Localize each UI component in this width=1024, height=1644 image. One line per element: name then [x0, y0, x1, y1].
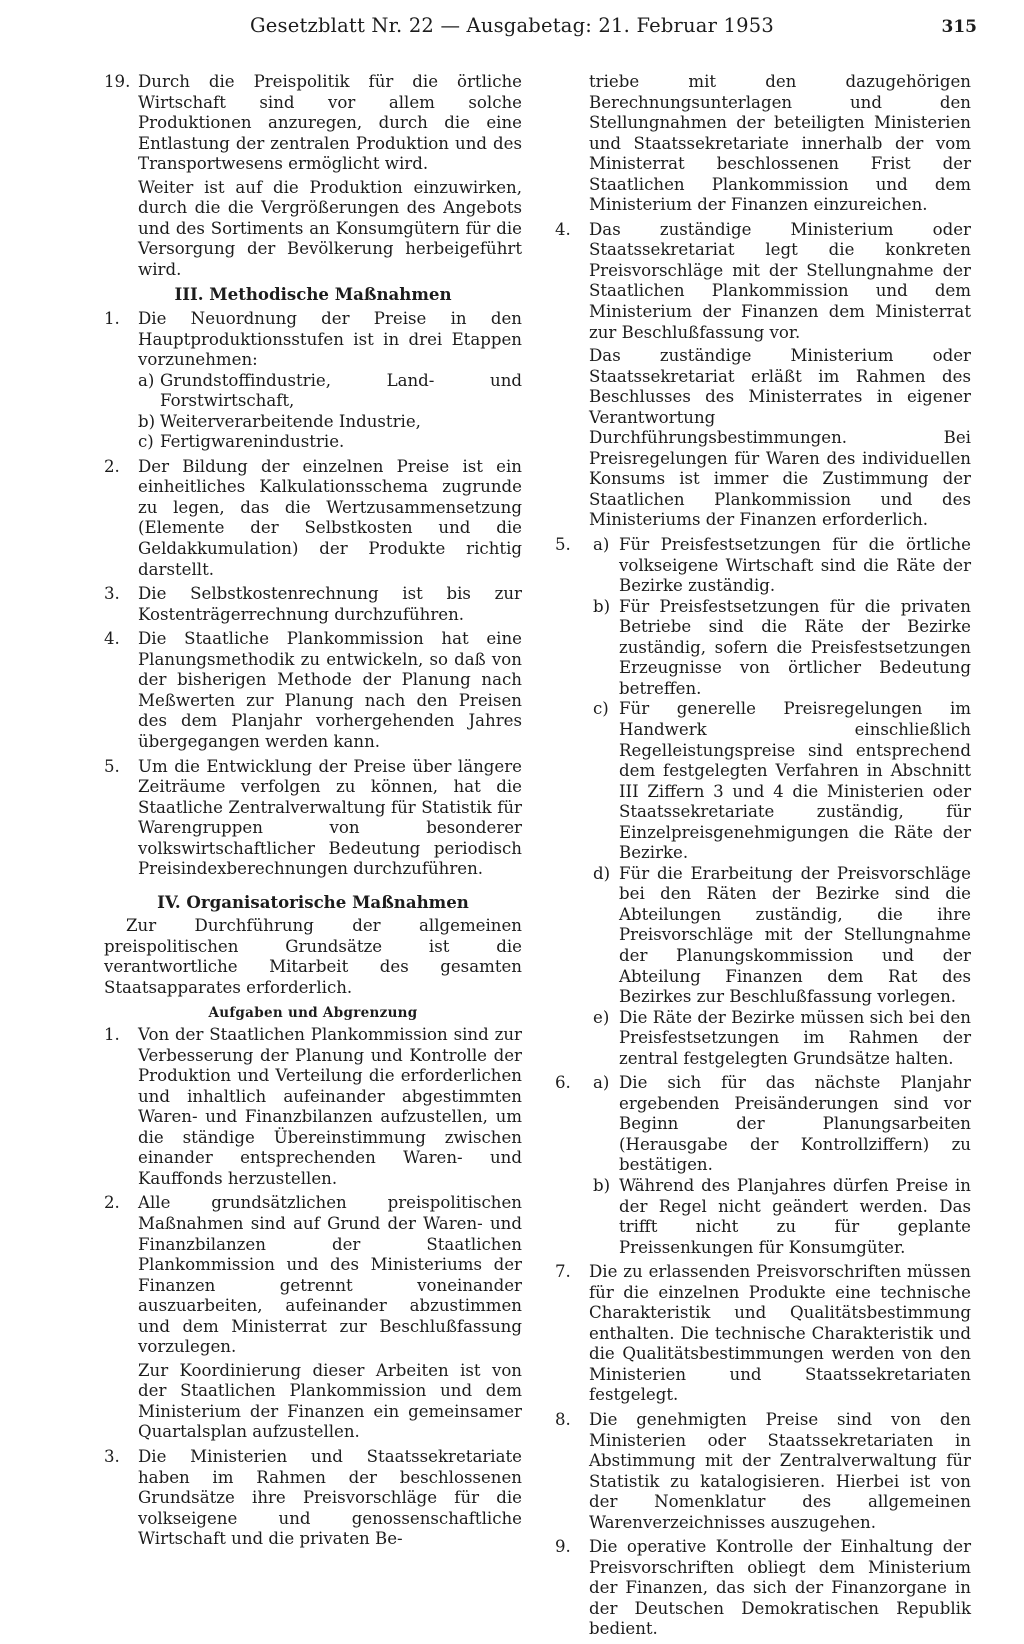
paragraph: Von der Staatlichen Plankommission sind zur Verbesserung der Planung und Kontrolle der Produktion und Verteilung die erforderlichen und inhaltlich aufeinander abgestimmten Waren- und Finanzbilanzen aufzustellen, um die ständige Übereinstimmung zwischen einander entsprechenden Waren- und Kauffonds herzustellen.	[138, 1025, 522, 1188]
sub-text: Für die Erarbeitung der Preisvorschläge bei den Räten der Bezirke sind die Abteilungen zuständig, die ihre Preisvorschläge mit der Stellungnahme der Planungskommission und der Abteilung Finanzen dem Rat des Bezirkes zur Beschlußfassung vorlegen.	[619, 863, 971, 1007]
item-iv-7	[555, 1262, 971, 1406]
item-iv-3	[104, 1447, 522, 1550]
item-iv-1	[104, 1025, 522, 1189]
sub-text: Die sich für das nächste Planjahr ergebenden Preisänderungen sind vor Beginn der Planungsarbeiten (Herausgabe der Kontrollziffern) zu bestätigen.	[619, 1073, 971, 1175]
sub-item-b	[589, 1176, 971, 1258]
item-number: 2.	[104, 1193, 120, 1213]
paragraph: Die operative Kontrolle der Einhaltung der Preisvorschriften obliegt dem Ministerium der Finanzen, das sich der Finanzorgane in der Deutschen Demokratischen Republik bedient.	[589, 1537, 971, 1639]
paragraph: Die genehmigten Preise sind von den Ministerien oder Staatssekretariaten in Abstimmung mit der Zentralverwaltung für Statistik zu katalogisieren. Hierbei ist von der Nomenklatur des allgemeinen Warenverzeichnisses auszugehen.	[589, 1410, 971, 1532]
section-intro: Zur Durchführung der allgemeinen preispolitischen Grundsätze ist die verantwortliche Mitarbeit des gesamten Staatsapparates erforderlich.	[104, 916, 522, 997]
item-iii-2	[104, 457, 522, 580]
item-iv-9	[555, 1537, 971, 1640]
item-iv-6	[555, 1073, 971, 1258]
sub-text: Weiterverarbeitende Industrie,	[160, 411, 421, 431]
sub-text: Während des Planjahres dürfen Preise in der Regel nicht geändert werden. Das trifft nicht zu für geplante Preissenkungen für Konsumgüter.	[619, 1175, 971, 1257]
sub-label: e)	[593, 1007, 610, 1027]
section-heading-methodische: III. Methodische Maßnahmen	[174, 284, 452, 305]
item-number: 1.	[104, 1025, 120, 1045]
sub-item-c	[138, 432, 522, 453]
item-iv-8	[555, 1410, 971, 1533]
paragraph: Der Bildung der einzelnen Preise ist ein einheitliches Kalkulationsschema zugrunde zu legen, das die Wertzusammensetzung (Elemente der Selbstkosten und die Geldakkumulation) der Produkte richtig darstellt.	[138, 456, 522, 579]
item-number: 7.	[555, 1262, 571, 1282]
item-iii-5	[104, 757, 522, 880]
paragraph: Die Neuordnung der Preise in den Hauptproduktionsstufen ist in drei Etappen vorzunehmen:	[138, 309, 522, 370]
sub-item-c	[589, 699, 971, 863]
sub-label: b)	[138, 411, 156, 431]
sub-text: Fertigwarenindustrie.	[160, 432, 345, 452]
subheading-aufgaben: Aufgaben und Abgrenzung	[208, 1004, 418, 1021]
sub-label: a)	[593, 535, 610, 555]
sub-item-b	[138, 412, 522, 433]
sub-text: Für generelle Preisregelungen im Handwerk einschließlich Regelleistungspreise sind entsprechend dem festgelegten Verfahren in Abschnitt III Ziffern 3 und 4 die Ministerien oder Staatssekretariate zuständig, für Einzelpreisgenehmigungen die Räte der Bezirke.	[619, 699, 971, 863]
paragraph: Die Ministerien und Staatssekretariate haben im Rahmen der beschlossenen Grundsätze ihre Preisvorschläge für die volkseigene und genossenschaftliche Wirtschaft und die privaten Be-	[138, 1447, 522, 1549]
page-header	[0, 14, 1024, 44]
paragraph: Weiter ist auf die Produktion einzuwirken, durch die die Vergrößerungen des Angebots und des Sortiments an Konsumgütern für die Versorgung der Bevölkerung herbeigeführt wird.	[138, 177, 522, 279]
item-number: 4.	[104, 629, 120, 649]
page-number: 315	[941, 17, 977, 37]
sub-label: b)	[593, 1175, 611, 1195]
sub-text: Für Preisfestsetzungen für die örtliche volkseigene Wirtschaft sind die Räte der Bezirke zuständig.	[619, 535, 971, 596]
item-number: 3.	[104, 1447, 120, 1466]
paragraph: Die zu erlassenden Preisvorschriften müssen für die einzelnen Produkte eine technische Charakteristik und Qualitätsbestimmung enthalten. Die technische Charakteristik und die Qualitätsbestimmungen werden von den Ministerien und Staatssekretariaten festgelegt.	[589, 1262, 971, 1405]
sub-text: Die Räte der Bezirke müssen sich bei den Preisfestsetzungen im Rahmen der zentral festgelegten Grundsätze halten.	[619, 1007, 971, 1068]
sub-item-d	[589, 864, 971, 1008]
paragraph: Die Selbstkostenrechnung ist bis zur Kostenträgerrechnung durchzuführen.	[138, 584, 522, 624]
section-heading-organisatorische: IV. Organisatorische Maßnahmen	[157, 891, 469, 912]
paragraph: Alle grundsätzlichen preispolitischen Maßnahmen sind auf Grund der Waren- und Finanzbilanzen der Staatlichen Plankommission und des Ministeriums der Finanzen getrennt voneinander auszuarbeiten, aufeinander abzustimmen und dem Ministerrat zur Beschlußfassung vorzulegen.	[138, 1193, 522, 1357]
item-iv-4	[555, 220, 971, 531]
item-number: 19.	[104, 72, 131, 91]
item-number: 8.	[555, 1410, 571, 1429]
sub-label: c)	[138, 432, 154, 452]
paragraph: Das zuständige Ministerium oder Staatssekretariat legt die konkreten Preisvorschläge mit der Stellungnahme der Staatlichen Plankommission und dem Ministerium der Finanzen dem Ministerrat zur Beschlußfassung vor.	[589, 219, 971, 342]
paragraph: Zur Koordinierung dieser Arbeiten ist von der Staatlichen Plankommission und dem Ministerium der Finanzen ein gemeinsamer Quartalsplan aufzustellen.	[138, 1360, 522, 1442]
paragraph: Durch die Preispolitik für die örtliche Wirtschaft sind vor allem solche Produktionen anzuregen, durch die eine Entlastung der zentralen Produktion und des Transportwesens ermöglicht wird.	[138, 72, 522, 174]
sub-item-e	[589, 1008, 971, 1070]
sub-label: a)	[138, 370, 155, 390]
item-iv-3-continued	[555, 72, 971, 216]
item-number: 2.	[104, 456, 120, 476]
gazette-title: Gesetzblatt Nr. 22 — Ausgabetag: 21. Februar 1953	[250, 14, 774, 37]
sub-text: Für Preisfestsetzungen für die privaten Betriebe sind die Räte der Bezirke zuständig, sofern die Preisfestsetzungen Erzeugnisse von örtlicher Bedeutung betreffen.	[619, 596, 971, 698]
sub-item-a	[589, 535, 971, 597]
item-number: 1.	[104, 309, 120, 329]
left-column	[104, 72, 522, 1554]
paragraph: Die Staatliche Plankommission hat eine Planungsmethodik zu entwickeln, so daß von der bisherigen Methode der Planung nach Meßwerten zur Planung nach den Preisen des dem Planjahr vorhergehenden Jahres übergegangen werden kann.	[138, 629, 522, 751]
item-number: 5.	[555, 535, 571, 555]
sub-label: c)	[593, 699, 609, 719]
item-number: 9.	[555, 1537, 571, 1557]
item-number: 3.	[104, 584, 120, 604]
paragraph: triebe mit den dazugehörigen Berechnungsunterlagen und den Stellungnahmen der beteiligten Ministerien und Staatssekretariate innerhalb der vom Ministerrat beschlossenen Frist der Staatlichen Plankommission und dem Ministerium der Finanzen einzureichen.	[589, 72, 971, 215]
item-iii-3	[104, 584, 522, 625]
paragraph: Das zuständige Ministerium oder Staatssekretariat erläßt im Rahmen des Beschlusses des Ministerrates in eigener Verantwortung Durchführungsbestimmungen. Bei Preisregelungen für Waren des individuellen Konsums ist immer die Zustimmung der Staatlichen Plankommission und des Ministeriums der Finanzen erforderlich.	[589, 346, 971, 530]
sub-item-a	[138, 371, 522, 412]
sub-label: a)	[593, 1073, 610, 1093]
item-19	[104, 72, 522, 280]
sub-label: b)	[593, 596, 611, 616]
item-iv-2	[104, 1193, 522, 1443]
paragraph: Um die Entwicklung der Preise über längere Zeiträume verfolgen zu können, hat die Staatliche Zentralverwaltung für Statistik für Warengruppen von besonderer volkswirtschaftlicher Bedeutung periodisch Preisindexberechnungen durchzuführen.	[138, 756, 522, 879]
item-number: 6.	[555, 1073, 571, 1093]
item-iv-5	[555, 535, 971, 1069]
sub-text: Grundstoffindustrie, Land- und Forstwirtschaft,	[160, 370, 522, 411]
sub-item-a	[589, 1073, 971, 1176]
sub-item-b	[589, 597, 971, 700]
sub-label: d)	[593, 863, 611, 883]
item-number: 5.	[104, 756, 120, 776]
right-column	[555, 72, 971, 1644]
item-iii-1	[104, 309, 522, 453]
item-number: 4.	[555, 219, 571, 239]
item-iii-4	[104, 629, 522, 752]
